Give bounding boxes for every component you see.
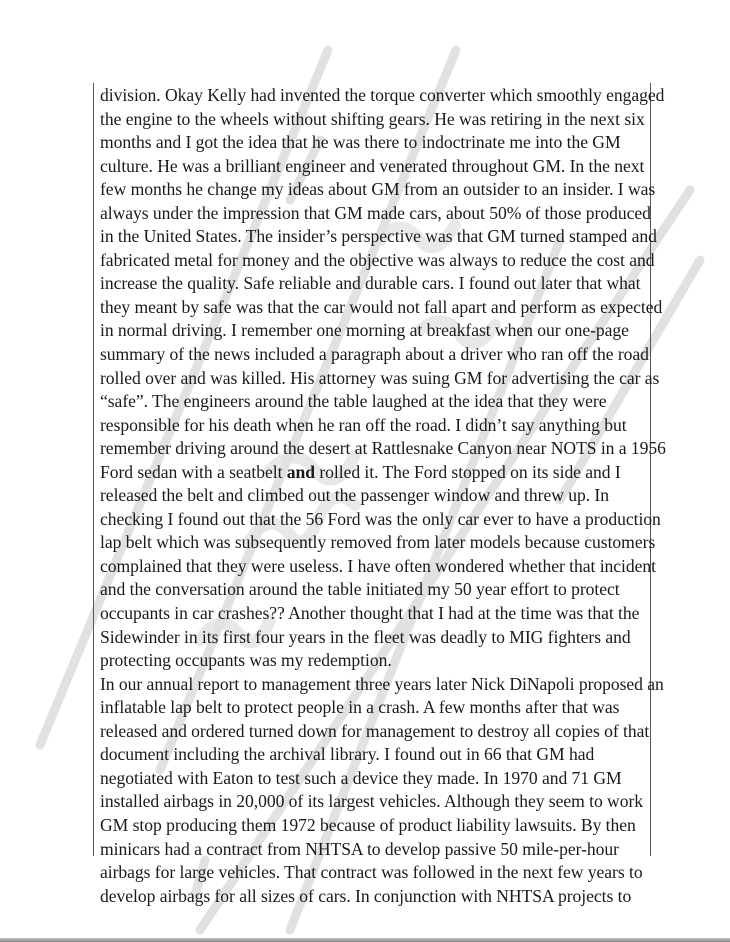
text-line: negotiated with Eaton to test such a device they made. In 1970 and 71 GM	[100, 767, 622, 788]
text-line: months and I got the idea that he was there to indoctrinate me into the GM	[100, 132, 621, 153]
text-line: culture. He was a brilliant engineer and venerated throughout GM. In the next	[100, 155, 645, 176]
text-line: rolled over and was killed. His attorney was suing GM for advertising the car as	[100, 367, 660, 388]
text-line: released the belt and climbed out the passenger window and threw up. In	[100, 485, 609, 506]
text-line: document including the archival library. I found out in 66 that GM had	[100, 744, 595, 765]
text-line: they meant by safe was that the car would not fall apart and perform as expected	[100, 296, 663, 317]
text-segment: Ford sedan with a seatbelt	[100, 461, 287, 482]
text-line: Sidewinder in its first four years in the fleet was deadly to MIG fighters and	[100, 626, 631, 647]
text-line: checking I found out that the 56 Ford was the only car ever to have a production	[100, 508, 661, 529]
text-line: responsible for his death when he ran off the road. I didn’t say anything but	[100, 414, 627, 435]
text-segment: rolled it. The Ford stopped on its side and I	[314, 461, 621, 482]
text-line: always under the impression that GM made cars, about 50% of those produced	[100, 202, 651, 223]
text-line: increase the quality. Safe reliable and durable cars. I found out later that what	[100, 273, 641, 294]
text-line: division. Okay Kelly had invented the torque converter which smoothly engaged	[100, 85, 665, 105]
text-line: installed airbags in 20,000 of its largest vehicles. Although they seem to work	[100, 791, 643, 812]
text-line: “safe”. The engineers around the table laughed at the idea that they were	[100, 391, 607, 412]
text-line: airbags for large vehicles. That contract was followed in the next few years to	[100, 862, 643, 883]
text-line: the engine to the wheels without shifting gears. He was retiring in the next six	[100, 108, 645, 129]
text-line: summary of the news included a paragraph about a driver who ran off the road	[100, 344, 649, 365]
text-line: few months he change my ideas about GM from an outsider to an insider. I was	[100, 179, 656, 200]
text-line: in normal driving. I remember one morning at breakfast when our one-page	[100, 320, 629, 341]
text-line	[100, 461, 652, 485]
scan-edge	[0, 938, 730, 942]
text-line: in the United States. The insider’s perspective was that GM turned stamped and	[100, 226, 657, 247]
text-line: complained that they were useless. I have often wondered whether that incident	[100, 555, 656, 576]
text-line: In our annual report to management three years later Nick DiNapoli proposed an	[100, 673, 664, 694]
text-line: fabricated metal for money and the objective was always to reduce the cost and	[100, 249, 655, 270]
text-line: lap belt which was subsequently removed from later models because customers	[100, 532, 656, 553]
bold-text: and	[286, 461, 315, 482]
text-line: occupants in car crashes?? Another thought that I had at the time was that the	[100, 603, 640, 624]
text-line: remember driving around the desert at Rattlesnake Canyon near NOTS in a 1956	[100, 438, 666, 459]
text-line: protecting occupants was my redemption.	[100, 650, 392, 671]
document-body	[100, 84, 666, 908]
text-line: develop airbags for all sizes of cars. In conjunction with NHTSA projects to	[100, 885, 632, 906]
text-line: minicars had a contract from NHTSA to develop passive 50 mile-per-hour	[100, 838, 619, 859]
text-line: and the conversation around the table initiated my 50 year effort to protect	[100, 579, 620, 600]
text-line: released and ordered turned down for management to destroy all copies of that	[100, 720, 650, 741]
text-line: GM stop producing them 1972 because of product liability lawsuits. By then	[100, 814, 636, 835]
text-line: inflatable lap belt to protect people in a crash. A few months after that was	[100, 697, 620, 718]
